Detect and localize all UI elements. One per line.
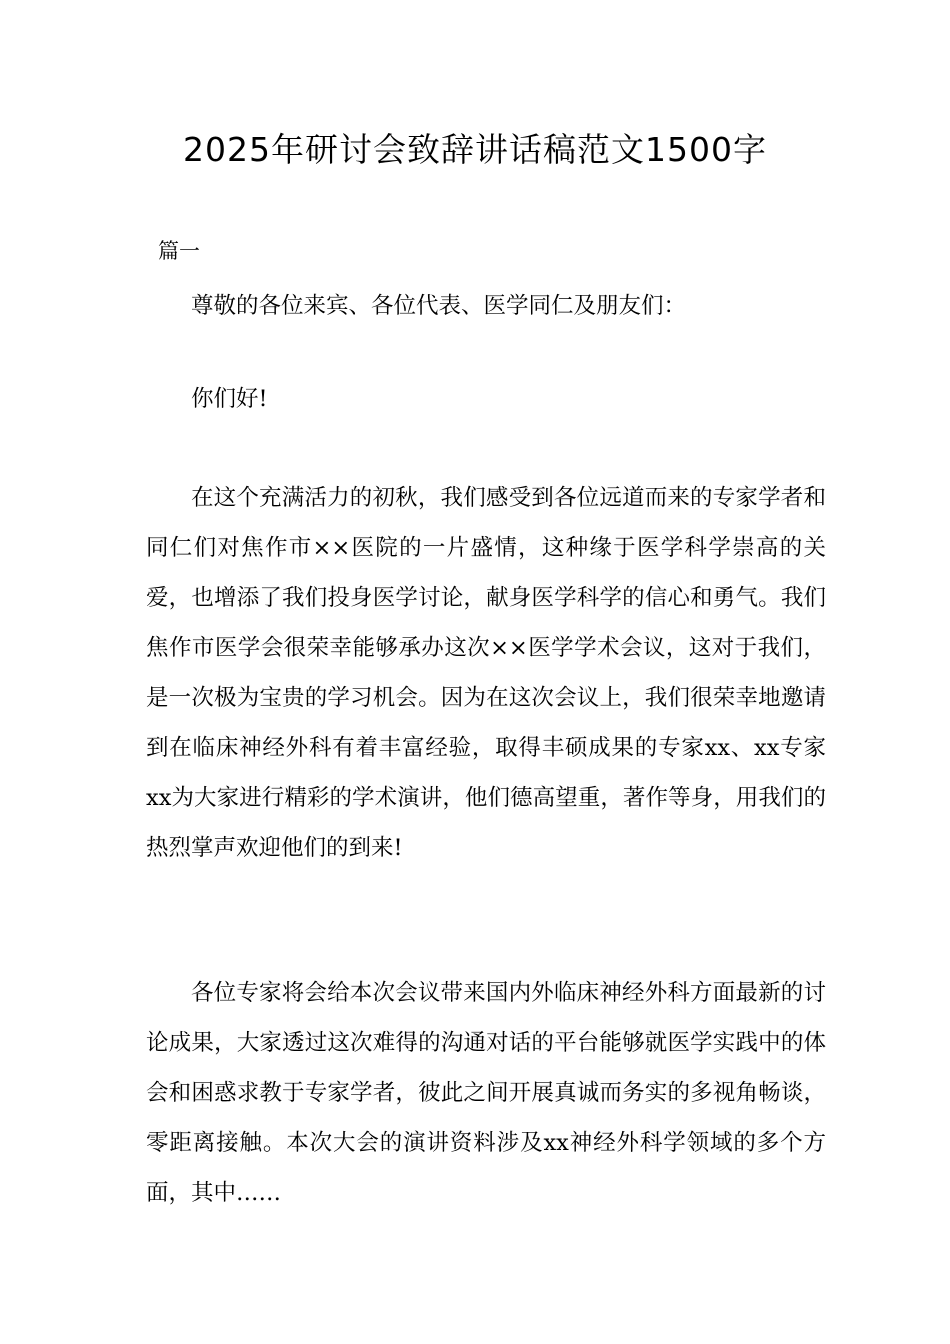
paragraph-greeting: 你们好! — [191, 386, 268, 412]
document-title: 2025年研讨会致辞讲话稿范文1500字 — [183, 130, 767, 169]
paragraph-body: 在这个充满活力的初秋，我们感受到各位远道而来的专家学者和同仁们对焦作市××医院的一片盛情，这种缘于医学科学崇高的关爱，也增添了我们投身医学讨论，献身医学科学的信心和勇气。我们焦作市医学会很荣幸能够承办这次××医学学术会议，这对于我们，是一次极为宝贵的学习机会。因为在这次会议上，我们很荣幸地邀请到在临床神经外科有着丰富经验，取得丰硕成果的专家xx、xx专家xx为大家进行精彩的学术演讲，他们德高望重，著作等身，用我们的热烈掌声欢迎他们的到来! — [146, 485, 826, 861]
paragraph-body: 各位专家将会给本次会议带来国内外临床神经外科方面最新的讨论成果，大家透过这次难得的沟通对话的平台能够就医学实践中的体会和困惑求教于专家学者，彼此之间开展真诚而务实的多视角畅谈，零距离接触。本次大会的演讲资料涉及xx神经外科学领域的多个方面，其中…… — [146, 980, 826, 1206]
section-label: 篇一 — [158, 239, 200, 263]
paragraph-salutation: 尊敬的各位来宾、各位代表、医学同仁及朋友们： — [191, 293, 687, 319]
